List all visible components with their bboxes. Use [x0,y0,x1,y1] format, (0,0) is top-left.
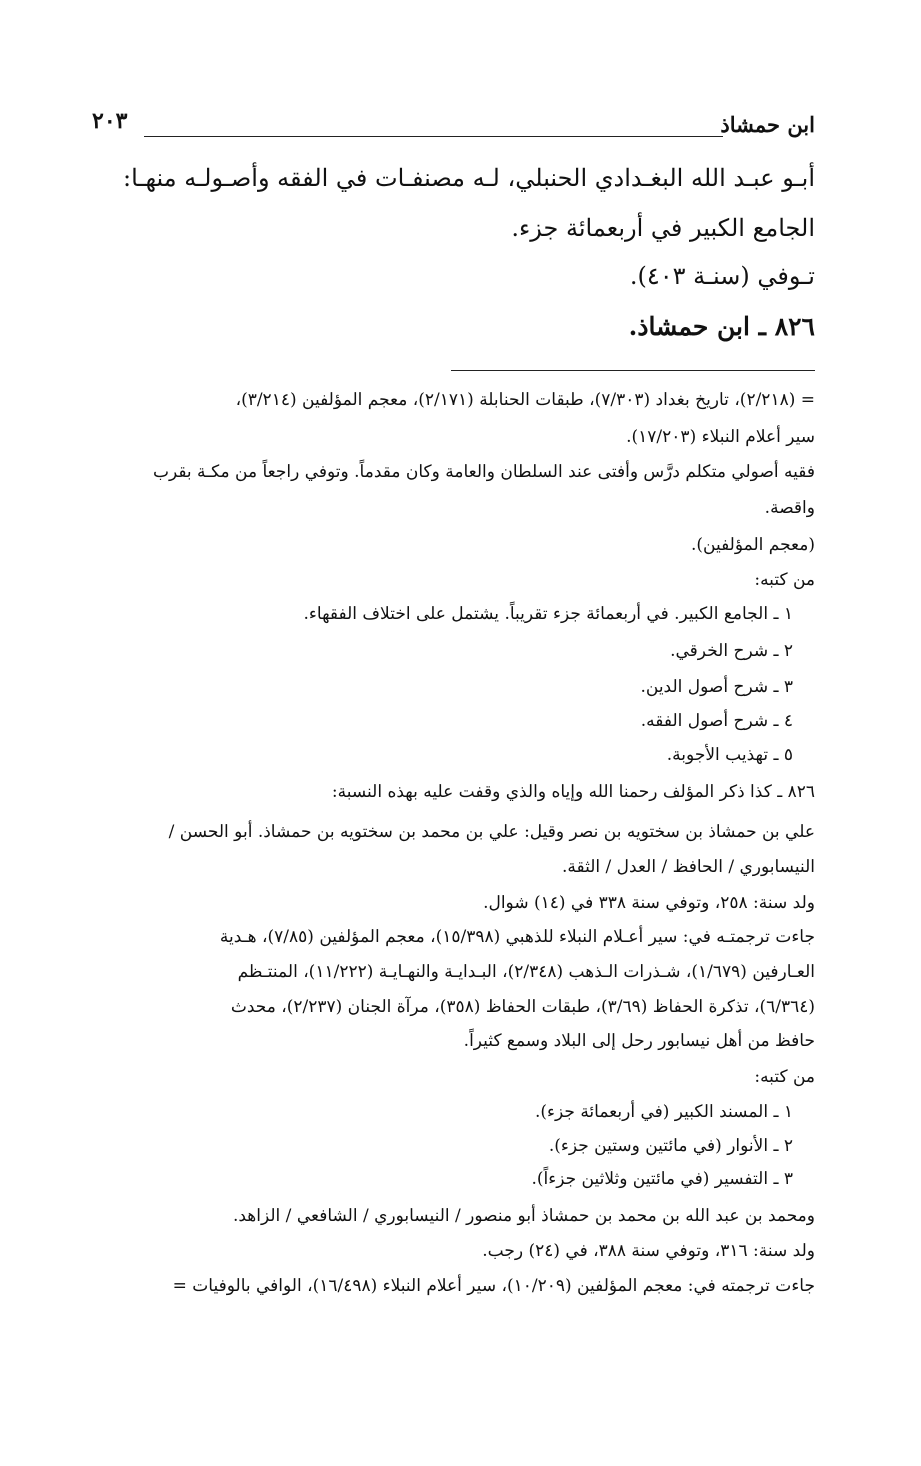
footnote-line: = (٢/٢١٨)، تاريخ بغداد (٧/٣٠٣)، طبقات الحنابلة (٢/١٧١)، معجم المؤلفين (٣/٢١٤)، [235,390,815,410]
book-list-item: ٢ ـ شرح الخرقي. [670,641,793,661]
footnote-line: العـارفين (١/٦٧٩)، شـذرات الـذهب (٢/٣٤٨)، البـدايـة والنهـايـة (١١/٢٢٢)، المنتـظم [237,962,815,982]
header-rule [144,136,723,137]
page-number: ٢٠٣ [92,108,128,134]
book-list-item: ١ ـ المسند الكبير (في أربعمائة جزء). [535,1102,793,1122]
main-line: أبـو عبـد الله البغـدادي الحنبلي، لـه مصنفـات في الفقه وأصـولـه منهـا: [123,164,815,192]
book-list-item: ٤ ـ شرح أصول الفقه. [640,711,793,731]
footnote-line: ولد سنة: ٣١٦، وتوفي سنة ٣٨٨، في (٢٤) رجب. [482,1241,815,1261]
footnote-line: فقيه أصولي متكلم درَّس وأفتى عند السلطان والعامة وكان مقدماً. وتوفي راجعاً من مكـة بقرب [152,462,815,482]
footnote-line: سير أعلام النبلاء (١٧/٢٠٣). [626,427,815,447]
footnote-line: النيسابوري / الحافظ / العدل / الثقة. [562,857,815,877]
book-list-item: ٢ ـ الأنوار (في مائتين وستين جزء). [548,1136,793,1156]
footnote-line: جاءت ترجمتـه في: سير أعـلام النبلاء للذهبي (١٥/٣٩٨)، معجم المؤلفين (٧/٨٥)، هـدية [219,927,815,947]
footnote-line: حافظ من أهل نيسابور رحل إلى البلاد وسمع كثيراً. [463,1031,815,1051]
footnote-line: واقصة. [764,498,815,518]
footnote-line: من كتبه: [754,570,815,590]
footnote-line: علي بن حمشاذ بن سختويه بن نصر وقيل: علي بن محمد بن سختويه بن حمشاذ. أبو الحسن / [168,822,815,842]
book-list-item: ١ ـ الجامع الكبير. في أربعمائة جزء تقريباً. يشتمل على اختلاف الفقهاء. [303,604,793,624]
footnote-line: من كتبه: [754,1067,815,1087]
footnote-line: (٦/٣٦٤)، تذكرة الحفاظ (٣/٦٩)، طبقات الحفاظ (٣٥٨)، مرآة الجنان (٢/٢٣٧)، محدث [230,997,815,1017]
page-header [92,108,815,148]
footnote-line: ٨٢٦ ـ كذا ذكر المؤلف رحمنا الله وإياه والذي وقفت عليه بهذه النسبة: [331,782,815,802]
main-line: الجامع الكبير في أربعمائة جزء. [511,214,815,242]
running-title: ابن حمشاذ [720,112,815,137]
footnote-line: جاءت ترجمته في: معجم المؤلفين (١٠/٢٠٩)، سير أعلام النبلاء (١٦/٤٩٨)، الوافي بالوفيات = [172,1276,815,1296]
footnote-line: ولد سنة: ٢٥٨، وتوفي سنة ٣٣٨ في (١٤) شوال. [483,893,815,913]
entry-heading: ٨٢٦ ـ ابن حمشاذ. [628,312,815,341]
footnote-separator [451,370,815,371]
main-line: تـوفي (سنـة ٤٠٣). [629,262,815,290]
book-list-item: ٣ ـ التفسير (في مائتين وثلاثين جزءاً). [531,1169,793,1189]
footnote-source: (معجم المؤلفين). [690,535,815,555]
book-list-item: ٥ ـ تهذيب الأجوبة. [666,745,793,765]
footnote-line: ومحمد بن عبد الله بن محمد بن حمشاذ أبو منصور / النيسابوري / الشافعي / الزاهد. [232,1206,815,1226]
book-list-item: ٣ ـ شرح أصول الدين. [640,677,793,697]
